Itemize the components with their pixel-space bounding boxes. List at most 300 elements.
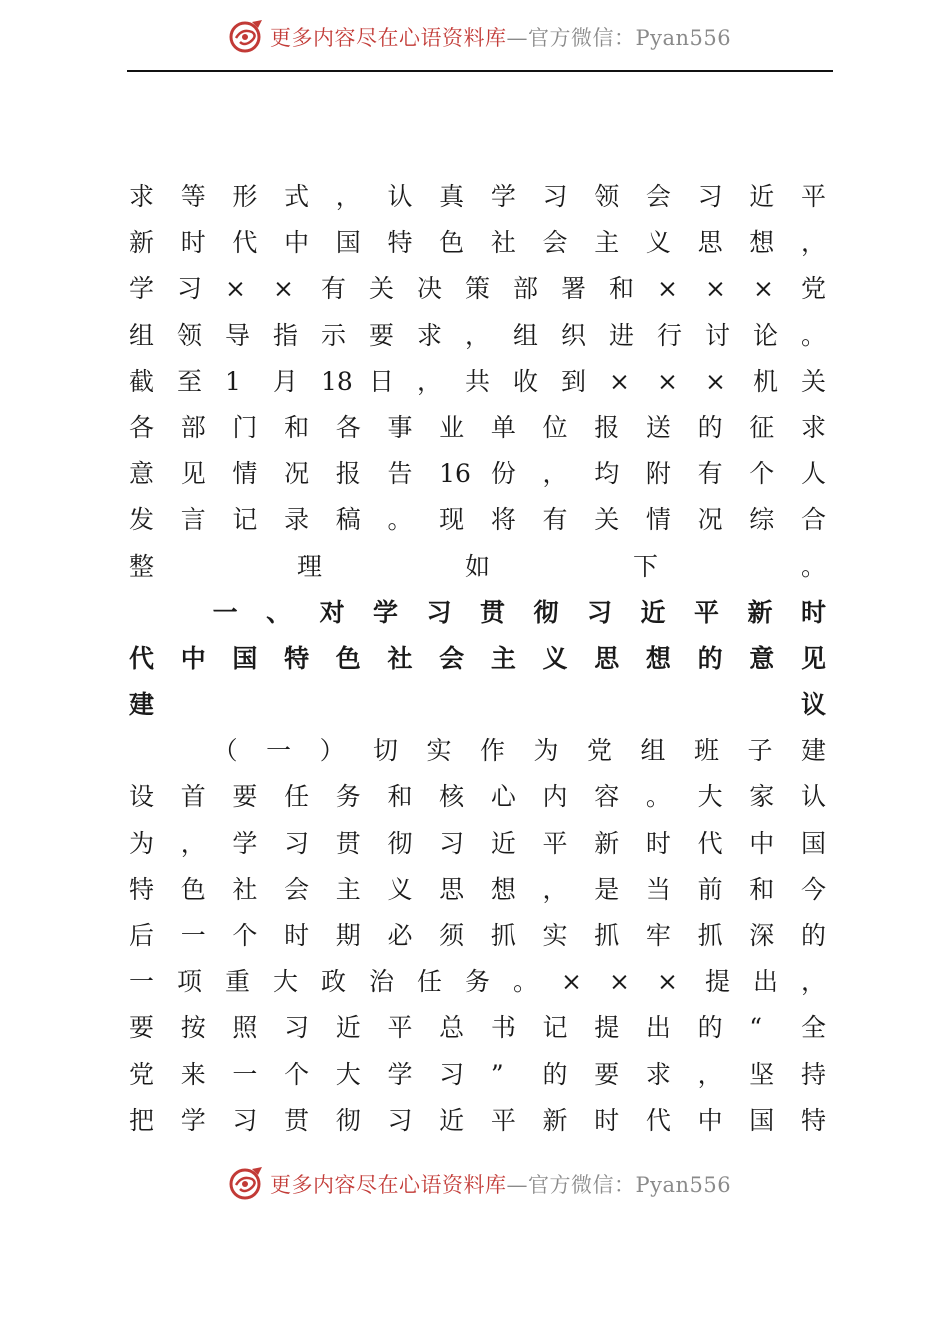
heading-line xyxy=(129,592,829,638)
text-glyph: ， xyxy=(801,967,827,997)
text-glyph: 均 xyxy=(594,459,620,489)
text-glyph: 要 xyxy=(129,1013,155,1043)
text-glyph: 。 xyxy=(801,320,827,350)
paragraph-line xyxy=(129,869,829,915)
text-glyph: 提 xyxy=(705,967,731,997)
text-glyph: × xyxy=(657,274,678,304)
text-glyph: 记 xyxy=(232,505,258,535)
text-glyph: 色 xyxy=(439,228,465,258)
text-glyph: 国 xyxy=(335,228,361,258)
text-glyph: ， xyxy=(801,228,827,258)
text-glyph: 进 xyxy=(609,320,635,350)
text-glyph: 务 xyxy=(335,782,361,812)
text-glyph: 有 xyxy=(542,505,568,535)
text-glyph: 习 xyxy=(284,1013,310,1043)
text-glyph: 思 xyxy=(439,874,465,904)
text-glyph: 学 xyxy=(387,1059,413,1089)
text-glyph: 切 xyxy=(373,736,399,766)
paragraph-line xyxy=(129,222,829,268)
text-glyph: 任 xyxy=(417,967,443,997)
text-glyph: 征 xyxy=(749,412,775,442)
text-glyph: 对 xyxy=(319,597,345,627)
text-glyph: 时 xyxy=(801,597,827,627)
text-glyph: 和 xyxy=(284,412,310,442)
text-glyph: 班 xyxy=(694,736,720,766)
text-glyph: 的 xyxy=(697,412,723,442)
text-glyph: 行 xyxy=(657,320,683,350)
text-glyph: 务 xyxy=(465,967,491,997)
text-glyph: 录 xyxy=(284,505,310,535)
text-glyph: × xyxy=(753,274,774,304)
header-banner-text xyxy=(270,22,731,52)
text-glyph: 贯 xyxy=(480,597,506,627)
paragraph-line xyxy=(129,823,829,869)
text-glyph: 送 xyxy=(645,412,671,442)
text-glyph: 习 xyxy=(387,1105,413,1135)
text-glyph: 。 xyxy=(513,967,539,997)
text-glyph: 抓 xyxy=(490,921,516,950)
text-glyph: 实 xyxy=(542,921,568,950)
text-glyph: 社 xyxy=(387,643,413,673)
text-glyph: 色 xyxy=(180,874,206,904)
text-glyph: ” xyxy=(490,1059,504,1089)
text-glyph: 特 xyxy=(129,874,155,904)
text-glyph: 理 xyxy=(297,551,323,581)
text-glyph: ） xyxy=(319,736,345,766)
text-glyph: 一 xyxy=(212,597,238,627)
text-glyph: 后 xyxy=(129,921,155,950)
text-glyph: 领 xyxy=(594,182,620,211)
text-glyph: 建 xyxy=(801,736,827,766)
text-glyph: 出 xyxy=(645,1013,671,1043)
text-glyph: 重 xyxy=(225,967,251,997)
text-glyph: 发 xyxy=(129,505,155,535)
text-glyph: 平 xyxy=(542,828,568,858)
text-glyph: 近 xyxy=(439,1105,465,1135)
paragraph-line xyxy=(129,315,829,361)
text-glyph: 时 xyxy=(284,921,310,950)
text-glyph: 月 xyxy=(273,366,299,396)
text-glyph: 单 xyxy=(490,412,516,442)
text-glyph: 况 xyxy=(284,459,310,489)
text-glyph: 要 xyxy=(369,320,395,350)
text-glyph: × xyxy=(561,967,582,997)
text-glyph: 一 xyxy=(266,736,292,766)
text-glyph: 决 xyxy=(417,274,443,304)
text-glyph: 代 xyxy=(645,1105,671,1135)
text-glyph: 的 xyxy=(542,1059,568,1089)
footer-banner-wechat: —官方微信：Pyan556 xyxy=(506,1173,732,1197)
text-glyph: 有 xyxy=(697,459,723,489)
text-glyph: 想 xyxy=(490,874,516,904)
text-glyph: 中 xyxy=(284,228,310,258)
text-glyph: 见 xyxy=(180,459,206,489)
paragraph-line xyxy=(129,730,829,776)
text-glyph: 习 xyxy=(439,828,465,858)
text-glyph: 各 xyxy=(335,412,361,442)
text-glyph: × xyxy=(657,967,678,997)
text-glyph: 主 xyxy=(594,228,620,258)
text-glyph: 大 xyxy=(697,782,723,812)
text-glyph: 牢 xyxy=(645,921,671,950)
text-glyph: 位 xyxy=(542,412,568,442)
paragraph-line xyxy=(129,268,829,314)
footer-banner-title: 更多内容尽在心语资料库 xyxy=(270,1173,507,1197)
text-glyph: 义 xyxy=(645,228,671,258)
document-body xyxy=(129,176,839,1146)
text-glyph: 提 xyxy=(594,1013,620,1043)
text-glyph: 事 xyxy=(387,412,413,442)
brand-logo-icon xyxy=(228,1165,266,1201)
text-glyph: 将 xyxy=(490,505,516,535)
text-glyph: 到 xyxy=(561,366,587,396)
text-glyph: 主 xyxy=(490,643,516,673)
paragraph-line xyxy=(129,1007,829,1053)
text-glyph: 期 xyxy=(335,921,361,950)
text-glyph: 义 xyxy=(542,643,568,673)
text-glyph: 整 xyxy=(129,551,155,581)
text-glyph: 出 xyxy=(753,967,779,997)
text-glyph: ， xyxy=(417,366,443,396)
text-glyph: × xyxy=(225,274,246,304)
text-glyph: 习 xyxy=(177,274,203,304)
text-glyph: 况 xyxy=(697,505,723,535)
text-glyph: 党 xyxy=(801,274,827,304)
text-glyph: 义 xyxy=(387,874,413,904)
text-glyph: 习 xyxy=(542,182,568,211)
text-glyph: 书 xyxy=(490,1013,516,1043)
text-glyph: 18 xyxy=(321,366,353,396)
text-glyph: 习 xyxy=(426,597,452,627)
text-glyph: × xyxy=(705,366,726,396)
text-glyph: 。 xyxy=(801,551,827,581)
text-glyph: 近 xyxy=(490,828,516,858)
text-glyph: 导 xyxy=(225,320,251,350)
header-divider xyxy=(127,70,833,72)
text-glyph: 求 xyxy=(645,1059,671,1089)
text-glyph: 抓 xyxy=(697,921,723,950)
text-glyph: 主 xyxy=(335,874,361,904)
text-glyph: 会 xyxy=(439,643,465,673)
text-glyph: 要 xyxy=(232,782,258,812)
text-glyph: 抓 xyxy=(594,921,620,950)
text-glyph: 中 xyxy=(749,828,775,858)
text-glyph: × xyxy=(705,274,726,304)
text-glyph: × xyxy=(609,366,630,396)
text-glyph: 彻 xyxy=(533,597,559,627)
text-glyph: 中 xyxy=(180,643,206,673)
text-glyph: 代 xyxy=(232,228,258,258)
text-glyph: 习 xyxy=(439,1059,465,1089)
text-glyph: × xyxy=(609,967,630,997)
text-glyph: 形 xyxy=(232,182,258,211)
text-glyph: 意 xyxy=(749,643,775,673)
text-glyph: × xyxy=(273,274,294,304)
text-glyph: 和 xyxy=(609,274,635,304)
text-glyph: 署 xyxy=(561,274,587,304)
text-glyph: 前 xyxy=(697,874,723,904)
text-glyph: 日 xyxy=(369,366,395,396)
text-glyph: 会 xyxy=(284,874,310,904)
text-glyph: 要 xyxy=(594,1059,620,1089)
text-glyph: 组 xyxy=(129,320,155,350)
header-banner xyxy=(0,16,950,56)
text-glyph: ， xyxy=(542,459,568,489)
text-glyph: ， xyxy=(542,874,568,904)
text-glyph: 实 xyxy=(426,736,452,766)
text-glyph: 大 xyxy=(273,967,299,997)
text-glyph: 和 xyxy=(387,782,413,812)
text-glyph: 时 xyxy=(594,1105,620,1135)
text-glyph: 一 xyxy=(232,1059,258,1089)
text-glyph: ， xyxy=(465,320,491,350)
text-glyph: 想 xyxy=(645,643,671,673)
text-glyph: 彻 xyxy=(335,1105,361,1135)
text-glyph: 关 xyxy=(801,366,827,396)
text-glyph: 认 xyxy=(387,182,413,211)
text-glyph: 任 xyxy=(284,782,310,812)
text-glyph: 党 xyxy=(129,1059,155,1089)
header-banner-wechat: —官方微信：Pyan556 xyxy=(506,26,732,50)
paragraph-line xyxy=(129,915,829,961)
text-glyph: 业 xyxy=(439,412,465,442)
text-glyph: 论 xyxy=(753,320,779,350)
text-glyph: 思 xyxy=(594,643,620,673)
text-glyph: 特 xyxy=(284,643,310,673)
text-glyph: 新 xyxy=(594,828,620,858)
text-glyph: 学 xyxy=(180,1105,206,1135)
text-glyph: 报 xyxy=(335,459,361,489)
text-glyph: 共 xyxy=(465,366,491,396)
text-glyph: 深 xyxy=(749,921,775,950)
text-glyph: 核 xyxy=(439,782,465,812)
footer-banner-text xyxy=(270,1169,731,1199)
text-glyph: 的 xyxy=(697,1013,723,1043)
text-glyph: 综 xyxy=(749,505,775,535)
text-glyph: 大 xyxy=(335,1059,361,1089)
text-glyph: × xyxy=(657,366,678,396)
text-glyph: 稿 xyxy=(335,505,361,535)
text-glyph: 首 xyxy=(180,782,206,812)
text-glyph: 坚 xyxy=(749,1059,775,1089)
text-glyph: 新 xyxy=(542,1105,568,1135)
text-glyph: 当 xyxy=(645,874,671,904)
text-glyph: 。 xyxy=(387,505,413,535)
text-glyph: 思 xyxy=(697,228,723,258)
text-glyph: 项 xyxy=(177,967,203,997)
paragraph-line xyxy=(129,407,829,453)
text-glyph: 会 xyxy=(645,182,671,211)
text-glyph: 学 xyxy=(232,828,258,858)
text-glyph: 国 xyxy=(749,1105,775,1135)
text-glyph: 式 xyxy=(284,182,310,211)
text-glyph: 代 xyxy=(697,828,723,858)
text-glyph: 国 xyxy=(801,828,827,858)
text-glyph: 部 xyxy=(513,274,539,304)
text-glyph: 作 xyxy=(480,736,506,766)
text-glyph: 今 xyxy=(801,874,827,904)
text-glyph: 平 xyxy=(801,182,827,211)
text-glyph: 近 xyxy=(335,1013,361,1043)
text-glyph: 议 xyxy=(801,690,827,720)
text-glyph: 的 xyxy=(801,921,827,950)
text-glyph: 党 xyxy=(587,736,613,766)
text-glyph: 个 xyxy=(749,459,775,489)
text-glyph: 建 xyxy=(129,690,155,720)
text-glyph: 习 xyxy=(284,828,310,858)
text-glyph: 求 xyxy=(417,320,443,350)
text-glyph: 贯 xyxy=(335,828,361,858)
text-glyph: 是 xyxy=(594,874,620,904)
text-glyph: 时 xyxy=(180,228,206,258)
text-glyph: 总 xyxy=(439,1013,465,1043)
text-glyph: 会 xyxy=(542,228,568,258)
text-glyph: （ xyxy=(212,736,238,766)
text-glyph: 组 xyxy=(513,320,539,350)
text-glyph: 国 xyxy=(232,643,258,673)
text-glyph: 的 xyxy=(697,643,723,673)
paragraph-line xyxy=(129,1054,829,1100)
text-glyph: 近 xyxy=(640,597,666,627)
text-glyph: 策 xyxy=(465,274,491,304)
text-glyph: 关 xyxy=(369,274,395,304)
text-glyph: 织 xyxy=(561,320,587,350)
text-glyph: 内 xyxy=(542,782,568,812)
text-glyph: 下 xyxy=(633,551,659,581)
paragraph-line xyxy=(129,961,829,1007)
text-glyph: 为 xyxy=(533,736,559,766)
text-glyph: 一 xyxy=(180,921,206,950)
paragraph-line xyxy=(129,546,829,592)
text-glyph: 1 xyxy=(225,366,241,396)
text-glyph: 人 xyxy=(801,459,827,489)
text-glyph: 附 xyxy=(645,459,671,489)
text-glyph: 一 xyxy=(129,967,155,997)
text-glyph: 记 xyxy=(542,1013,568,1043)
text-glyph: 个 xyxy=(284,1059,310,1089)
text-glyph: 求 xyxy=(801,412,827,442)
header-banner-title: 更多内容尽在心语资料库 xyxy=(270,26,507,50)
text-glyph: ， xyxy=(335,182,361,211)
paragraph-line xyxy=(129,453,829,499)
text-glyph: 政 xyxy=(321,967,347,997)
text-glyph: 习 xyxy=(232,1105,258,1135)
text-glyph: 家 xyxy=(749,782,775,812)
text-glyph: 各 xyxy=(129,412,155,442)
heading-line xyxy=(129,638,829,684)
text-glyph: 把 xyxy=(129,1105,155,1135)
text-glyph: 有 xyxy=(321,274,347,304)
text-glyph: 时 xyxy=(645,828,671,858)
text-glyph: 必 xyxy=(387,921,413,950)
text-glyph: 截 xyxy=(129,366,155,396)
text-glyph: 认 xyxy=(801,782,827,812)
text-glyph: 贯 xyxy=(284,1105,310,1135)
text-glyph: ， xyxy=(180,828,206,858)
text-glyph: ， xyxy=(697,1059,723,1089)
text-glyph: 机 xyxy=(753,366,779,396)
text-glyph: 至 xyxy=(177,366,203,396)
text-glyph: 学 xyxy=(490,182,516,211)
text-glyph: 真 xyxy=(439,182,465,211)
text-glyph: 、 xyxy=(266,597,292,627)
paragraph-line xyxy=(129,176,829,222)
text-glyph: 求 xyxy=(129,182,155,211)
text-glyph: 情 xyxy=(645,505,671,535)
paragraph-line xyxy=(129,361,829,407)
text-glyph: 讨 xyxy=(705,320,731,350)
text-glyph: 和 xyxy=(749,874,775,904)
text-glyph: 代 xyxy=(129,643,155,673)
text-glyph: 言 xyxy=(180,505,206,535)
text-glyph: 须 xyxy=(439,921,465,950)
text-glyph: 学 xyxy=(373,597,399,627)
text-glyph: 来 xyxy=(180,1059,206,1089)
text-glyph: “ xyxy=(749,1013,763,1043)
text-glyph: 等 xyxy=(180,182,206,211)
text-glyph: 门 xyxy=(232,412,258,442)
brand-logo-icon xyxy=(228,18,266,54)
text-glyph: 示 xyxy=(321,320,347,350)
paragraph-line xyxy=(129,1100,829,1146)
text-glyph: 新 xyxy=(129,228,155,258)
text-glyph: 收 xyxy=(513,366,539,396)
paragraph-line xyxy=(129,499,829,545)
text-glyph: 中 xyxy=(697,1105,723,1135)
text-glyph: 关 xyxy=(594,505,620,535)
text-glyph: 如 xyxy=(465,551,491,581)
text-glyph: 学 xyxy=(129,274,155,304)
text-glyph: 彻 xyxy=(387,828,413,858)
text-glyph: 领 xyxy=(177,320,203,350)
text-glyph: 平 xyxy=(387,1013,413,1043)
text-glyph: 习 xyxy=(697,182,723,211)
footer-banner xyxy=(0,1163,950,1203)
text-glyph: 全 xyxy=(801,1013,827,1043)
text-glyph: 合 xyxy=(801,505,827,535)
paragraph-line xyxy=(129,776,829,822)
text-glyph: 容 xyxy=(594,782,620,812)
text-glyph: 特 xyxy=(801,1105,827,1135)
text-glyph: 平 xyxy=(490,1105,516,1135)
text-glyph: 部 xyxy=(180,412,206,442)
text-glyph: 情 xyxy=(232,459,258,489)
text-glyph: 色 xyxy=(335,643,361,673)
text-glyph: 近 xyxy=(749,182,775,211)
text-glyph: 社 xyxy=(490,228,516,258)
text-glyph: 组 xyxy=(640,736,666,766)
text-glyph: 子 xyxy=(747,736,773,766)
text-glyph: 个 xyxy=(232,921,258,950)
text-glyph: 意 xyxy=(129,459,155,489)
text-glyph: 社 xyxy=(232,874,258,904)
text-glyph: 指 xyxy=(273,320,299,350)
text-glyph: 见 xyxy=(801,643,827,673)
text-glyph: 报 xyxy=(594,412,620,442)
text-glyph: 设 xyxy=(129,782,155,812)
text-glyph: 份 xyxy=(490,459,516,489)
text-glyph: 想 xyxy=(749,228,775,258)
text-glyph: 为 xyxy=(129,828,155,858)
text-glyph: 按 xyxy=(180,1013,206,1043)
text-glyph: 持 xyxy=(801,1059,827,1089)
text-glyph: 。 xyxy=(645,782,671,812)
text-glyph: 特 xyxy=(387,228,413,258)
text-glyph: 习 xyxy=(587,597,613,627)
text-glyph: 现 xyxy=(439,505,465,535)
text-glyph: 新 xyxy=(747,597,773,627)
text-glyph: 16 xyxy=(439,459,471,489)
